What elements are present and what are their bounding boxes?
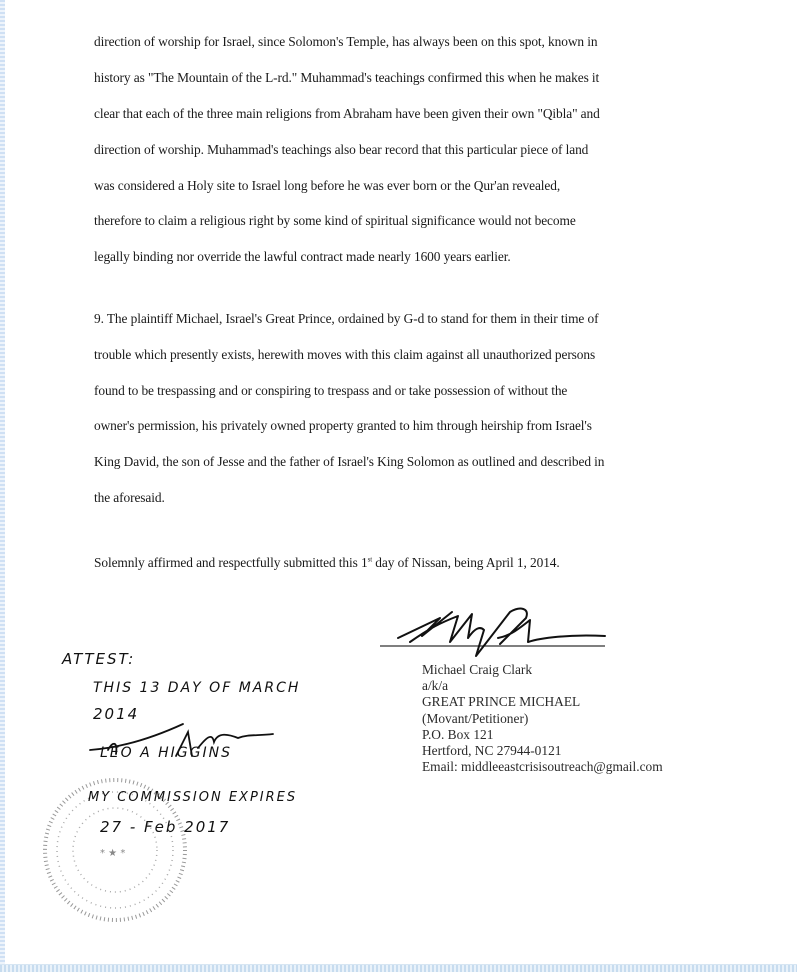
signer-title: GREAT PRINCE MICHAEL xyxy=(422,694,581,710)
signature-michael-clark xyxy=(380,598,610,668)
closing-line xyxy=(94,555,560,571)
signature-block xyxy=(422,662,663,775)
signer-email: Email: middleeastcrisisoutreach@gmail.com xyxy=(422,759,663,775)
text-line: trouble which presently exists, herewith moves with this claim against all unauthorized persons xyxy=(94,347,596,362)
signer-po-box: P.O. Box 121 xyxy=(422,726,494,742)
signer-role: (Movant/Petitioner) xyxy=(422,710,529,726)
text-line: 9. The plaintiff Michael, Israel's Great Prince, ordained by G-d to stand for them in their time of xyxy=(94,311,599,326)
text-line: owner's permission, his privately owned property granted to him through heirship from Israel's xyxy=(94,418,592,433)
notary-commission-date: 27 - Feb 2017 xyxy=(100,818,231,836)
text-line: clear that each of the three main religions from Abraham have been given their own "Qibla" and xyxy=(94,106,600,121)
handwritten-attest-date: THIS 13 DAY OF MARCH xyxy=(93,680,301,696)
closing-superscript: st xyxy=(367,555,373,564)
text-line: the aforesaid. xyxy=(94,490,165,505)
page-border-left xyxy=(0,0,5,966)
text-line: was considered a Holy site to Israel long before he was ever born or the Qur'an revealed, xyxy=(94,178,561,193)
signer-aka: a/k/a xyxy=(422,678,449,694)
handwritten-attest-label: ATTEST: xyxy=(62,650,136,668)
text-line: direction of worship. Muhammad's teachings also bear record that this particular piece of land xyxy=(94,142,589,157)
notary-printed-name: LEO A HIGGINS xyxy=(100,745,232,761)
text-line: King David, the son of Jesse and the father of Israel's King Solomon as outlined and described in xyxy=(94,454,605,469)
text-line: found to be trespassing and or conspiring to trespass and or take possession of without the xyxy=(94,383,568,398)
signer-name: Michael Craig Clark xyxy=(422,662,533,677)
text-line: history as "The Mountain of the L-rd." Muhammad's teachings confirmed this when he makes it xyxy=(94,70,600,85)
signer-city-state-zip: Hertford, NC 27944-0121 xyxy=(422,743,562,759)
handwritten-attest-year: 2014 xyxy=(93,705,140,723)
notary-commission-label: MY COMMISSION EXPIRES xyxy=(88,790,298,805)
text-line: therefore to claim a religious right by some kind of spiritual significance would not become xyxy=(94,213,576,228)
svg-text:* ★ *: * ★ * xyxy=(100,848,126,859)
closing-text-start: Solemnly affirmed and respectfully submitted this 1 xyxy=(94,555,368,570)
text-line: direction of worship for Israel, since Solomon's Temple, has always been on this spot, known in xyxy=(94,34,598,49)
closing-text-end: day of Nissan, being April 1, 2014. xyxy=(372,555,560,570)
text-line: legally binding nor override the lawful contract made nearly 1600 years earlier. xyxy=(94,249,511,264)
